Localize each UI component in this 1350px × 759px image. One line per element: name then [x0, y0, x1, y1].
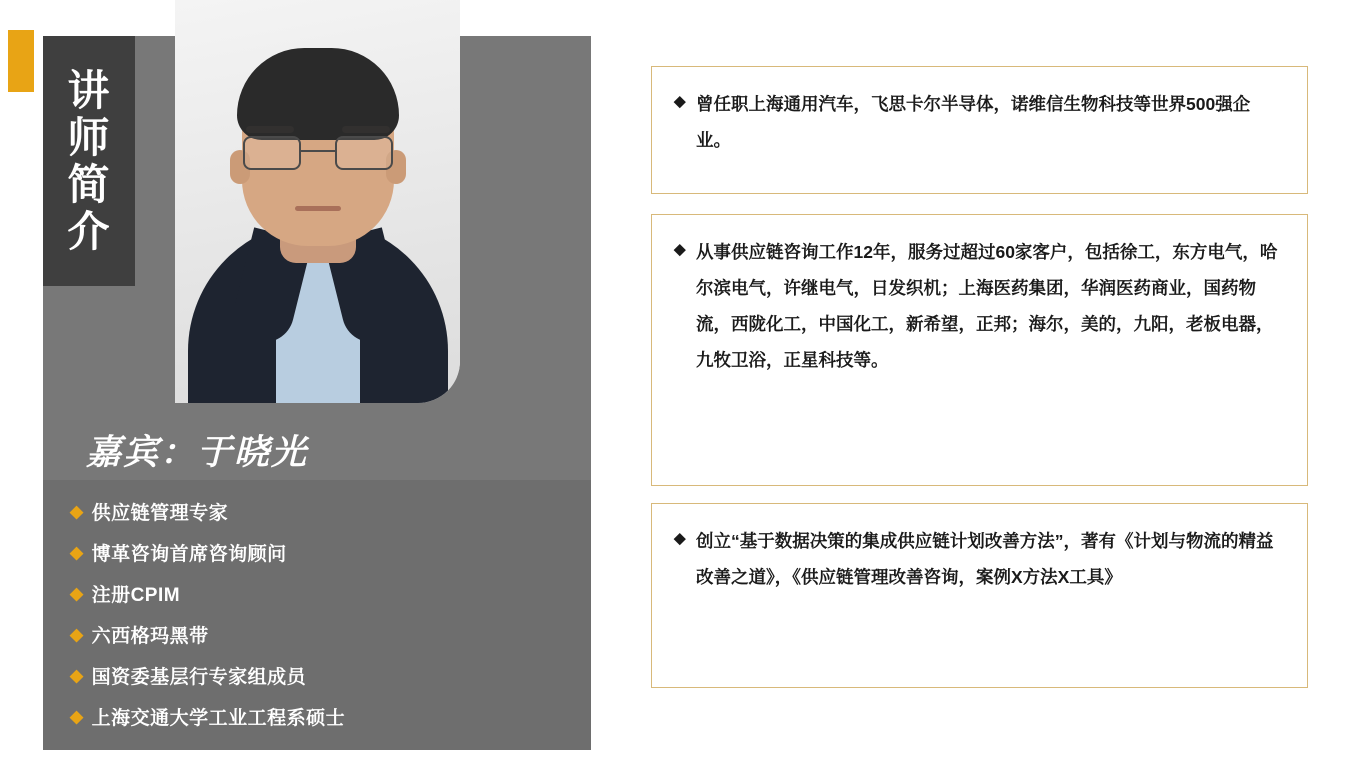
list-item [70, 703, 540, 730]
section-title-char-4: 介 [67, 208, 111, 256]
publications-text-wrapper [674, 524, 1285, 596]
portrait-glasses [243, 136, 393, 170]
portrait-mouth [295, 206, 341, 211]
portrait-brow-left [246, 126, 294, 133]
experience-box [651, 66, 1308, 194]
credential-list [70, 498, 540, 744]
glasses-lens-right [335, 136, 393, 170]
credential-label: 博革咨询首席咨询顾问 [91, 544, 287, 565]
experience-text: 曾任职上海通用汽车，飞思卡尔半导体，诺维信生物科技等世界500强企业。 [696, 94, 1251, 150]
list-item [70, 580, 540, 607]
list-item [70, 621, 540, 648]
portrait-brow-right [342, 126, 390, 133]
credential-label: 上海交通大学工业工程系硕士 [91, 708, 346, 729]
bullet-diamond-icon: ◆ [674, 241, 686, 258]
bullet-diamond-icon: ◆ [70, 502, 84, 521]
section-title-char-2: 师 [67, 113, 111, 161]
credential-label: 供应链管理专家 [91, 503, 229, 524]
clients-box [651, 214, 1308, 486]
bullet-diamond-icon: ◆ [70, 584, 84, 603]
clients-text-wrapper [674, 235, 1285, 379]
orange-accent-tab [8, 30, 34, 92]
list-item [70, 498, 540, 525]
list-item [70, 539, 540, 566]
section-title-char-1: 讲 [67, 66, 111, 114]
credential-label: 国资委基层行专家组成员 [91, 667, 307, 688]
bullet-diamond-icon: ◆ [674, 530, 686, 547]
experience-text-wrapper [674, 87, 1285, 159]
glasses-bridge [301, 150, 335, 152]
section-title-block [43, 36, 135, 286]
clients-text: 从事供应链咨询工作12年，服务过超过60家客户，包括徐工，东方电气，哈尔滨电气，许继电气，日发织机；上海医药集团，华润医药商业，国药物流，西陇化工，中国化工，新希望，正邦；海尔，美的，九阳，老板电器，九牧卫浴，正星科技等。 [696, 242, 1278, 370]
publications-text: 创立“基于数据决策的集成供应链计划改善方法”，著有《计划与物流的精益改善之道》，《供应链管理改善咨询，案例X方法X工具》 [696, 531, 1274, 587]
speaker-portrait [175, 0, 460, 403]
publications-box [651, 503, 1308, 688]
bullet-diamond-icon: ◆ [70, 543, 84, 562]
glasses-lens-left [243, 136, 301, 170]
bullet-diamond-icon: ◆ [674, 93, 686, 110]
credential-label: 六西格玛黑带 [91, 626, 209, 647]
bullet-diamond-icon: ◆ [70, 666, 84, 685]
bullet-diamond-icon: ◆ [70, 625, 84, 644]
credential-label: 注册CPIM [91, 585, 181, 606]
section-title-char-3: 简 [67, 161, 111, 208]
guest-name: 嘉宾：于晓光 [86, 433, 309, 472]
bullet-diamond-icon: ◆ [70, 707, 84, 726]
list-item [70, 662, 540, 689]
